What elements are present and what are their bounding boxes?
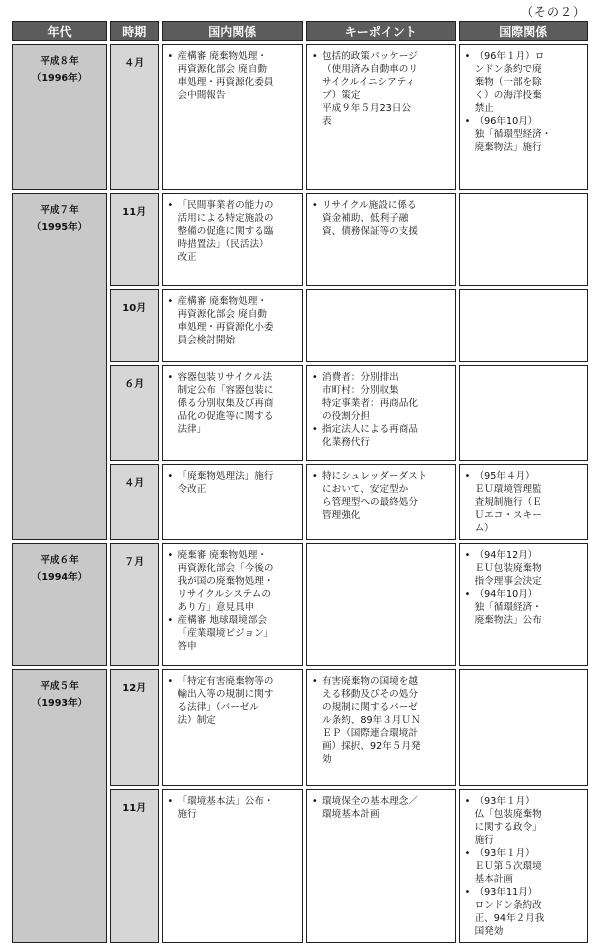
era-cell — [12, 543, 107, 666]
international-list — [465, 795, 582, 938]
keypoint-list — [312, 470, 450, 522]
list-item: • （96年10月） 独「循環型経済・ 廃棄物法」施行 — [465, 115, 582, 154]
table-row — [12, 44, 588, 190]
domestic-list — [168, 50, 298, 102]
table-row — [12, 193, 588, 286]
domestic-cell — [162, 464, 304, 540]
list-item: • 「廃棄物処理法」施行 令改正 — [168, 470, 298, 496]
list-item: • 環境保全の基本理念／ 環境基本計画 — [312, 795, 450, 821]
era-year: （1995年） — [31, 222, 88, 233]
list-item: • 「環境基本法」公布・ 施行 — [168, 795, 298, 821]
table-body — [12, 44, 588, 943]
keypoint-cell — [306, 669, 456, 786]
era-cell — [12, 669, 107, 943]
header-era: 年代 — [12, 21, 107, 41]
header-row — [12, 21, 588, 41]
list-item: • 「民間事業者の能力の 活用による特定施設の 整備の促進に関する臨 時措置法」（民活法） 改正 — [168, 199, 298, 264]
era-name: 平成７年 — [40, 205, 79, 216]
domestic-cell — [162, 669, 304, 786]
keypoint-list — [312, 675, 450, 766]
period-cell: ４月 — [110, 464, 159, 540]
keypoint-cell — [306, 365, 456, 461]
period-cell: 11月 — [110, 789, 159, 943]
header-international: 国際関係 — [459, 21, 588, 41]
list-item: • （93年１月） ＥＵ第５次環境 基本計画 — [465, 847, 582, 886]
period-cell: ７月 — [110, 543, 159, 666]
header-period: 時期 — [110, 21, 159, 41]
list-item: • 産構審 廃棄物処理・ 再資源化部会 廃自動 車処理・再資源化委員 会中間報告 — [168, 50, 298, 102]
domestic-cell — [162, 789, 304, 943]
domestic-list — [168, 549, 298, 653]
international-cell — [459, 193, 588, 286]
domestic-list — [168, 199, 298, 264]
domestic-list — [168, 371, 298, 436]
keypoint-list — [312, 795, 450, 821]
era-name: 平成８年 — [40, 56, 79, 67]
table-row — [12, 543, 588, 666]
keypoint-cell — [306, 464, 456, 540]
era-year: （1996年） — [31, 73, 88, 84]
domestic-list — [168, 295, 298, 347]
domestic-list — [168, 470, 298, 496]
period-cell: 11月 — [110, 193, 159, 286]
international-list — [465, 50, 582, 154]
domestic-cell — [162, 44, 304, 190]
list-item: • 包括的政策パッケージ （使用済み自動車のリ サイクルイニシアティ ブ）策定 平成９年５月23日公 表 — [312, 50, 450, 128]
domestic-cell — [162, 365, 304, 461]
list-item: • 特にシュレッダーダスト において、安定型か ら管理型への最終処分 管理強化 — [312, 470, 450, 522]
domestic-cell — [162, 543, 304, 666]
era-year: （1994年） — [31, 572, 88, 583]
domestic-cell — [162, 289, 304, 362]
list-item: • （94年10月） 独「循環経済・ 廃棄物法」公布 — [465, 588, 582, 627]
list-item: • （94年12月） ＥＵ包装廃棄物 指令理事会決定 — [465, 549, 582, 588]
list-item: • （95年４月） ＥＵ環境管理監 査規制施行（Ｅ Ｕエコ・スキー ム） — [465, 470, 582, 535]
list-item: • （93年11月） ロンドン条約改 正、94年２月我 国発効 — [465, 886, 582, 938]
period-cell: ６月 — [110, 365, 159, 461]
keypoint-cell — [306, 44, 456, 190]
keypoint-list — [312, 199, 450, 238]
keypoint-list — [312, 371, 450, 449]
list-item: • （93年１月） 仏「包装廃棄物 に関する政令」 施行 — [465, 795, 582, 847]
international-cell — [459, 789, 588, 943]
keypoint-cell — [306, 193, 456, 286]
domestic-cell — [162, 193, 304, 286]
international-cell — [459, 669, 588, 786]
list-item: • 廃棄審 廃棄物処理・ 再資源化部会「今後の 我が国の廃棄物処理・ リサイクルシステムの あり方」意見具申 — [168, 549, 298, 614]
era-name: 平成６年 — [40, 555, 79, 566]
period-cell: ４月 — [110, 44, 159, 190]
period-cell: 10月 — [110, 289, 159, 362]
international-cell — [459, 44, 588, 190]
chronology-table — [9, 18, 591, 946]
international-cell — [459, 365, 588, 461]
list-item: • 産構審 廃棄物処理・ 再資源化部会 廃自動 車処理・再資源化小委 員会検討開始 — [168, 295, 298, 347]
header-domestic: 国内関係 — [162, 21, 304, 41]
keypoint-cell — [306, 543, 456, 666]
keypoint-list — [312, 50, 450, 128]
keypoint-cell — [306, 289, 456, 362]
list-item: • 指定法人による再商品 化業務代行 — [312, 423, 450, 449]
list-item: • 消費者：分別排出 市町村：分別収集 特定事業者：再商品化 の役割分担 — [312, 371, 450, 423]
header-keypoint: キーポイント — [306, 21, 456, 41]
international-cell — [459, 289, 588, 362]
list-item: • 産構審 地球環境部会 「産業環境ビジョン」 答申 — [168, 614, 298, 653]
international-list — [465, 470, 582, 535]
international-cell — [459, 543, 588, 666]
list-item: • 容器包装リサイクル法 制定公布「容器包装に 係る分別収集及び再商 品化の促進等に関する 法律」 — [168, 371, 298, 436]
era-year: （1993年） — [31, 698, 88, 709]
list-item: • リサイクル施設に係る 資金補助、低利子融 資、債務保証等の支援 — [312, 199, 450, 238]
era-cell — [12, 44, 107, 190]
page-label: （その２） — [520, 5, 586, 19]
table-row — [12, 669, 588, 786]
list-item: • 有害廃棄物の国境を越 える移動及びその処分 の規制に関するバーゼ ル条約、89年３月ＵＮ ＥＰ（国際連合環境計 画）採択、92年５月発 効 — [312, 675, 450, 766]
domestic-list — [168, 675, 298, 727]
era-name: 平成５年 — [40, 681, 79, 692]
domestic-list — [168, 795, 298, 821]
list-item: • 「特定有害廃棄物等の 輸出入等の規制に関す る法律」（バーゼル 法）制定 — [168, 675, 298, 727]
international-cell — [459, 464, 588, 540]
keypoint-cell — [306, 789, 456, 943]
period-cell: 12月 — [110, 669, 159, 786]
list-item: • （96年１月）ロ ンドン条約で廃 棄物（一部を除 く）の海洋投棄 禁止 — [465, 50, 582, 115]
era-cell — [12, 193, 107, 540]
international-list — [465, 549, 582, 627]
